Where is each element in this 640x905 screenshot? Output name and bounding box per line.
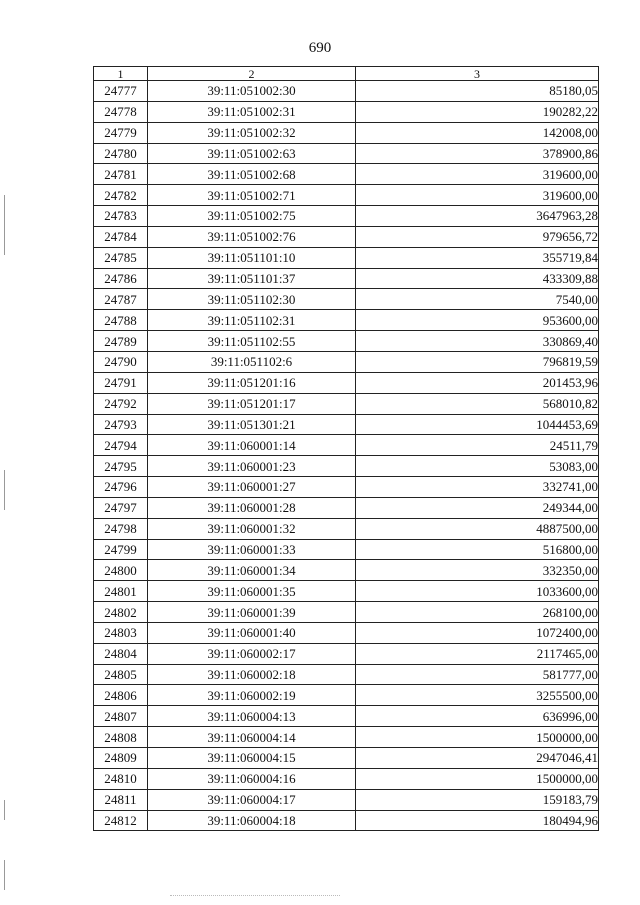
cadastral-number-cell: 39:11:060001:28 xyxy=(148,497,356,518)
cadastral-number-cell: 39:11:060001:40 xyxy=(148,622,356,643)
table-row xyxy=(94,435,599,456)
row-number-cell: 24777 xyxy=(94,81,148,102)
value-cell: 1033600,00 xyxy=(356,581,599,602)
row-number-cell: 24787 xyxy=(94,289,148,310)
value-cell: 433309,88 xyxy=(356,268,599,289)
row-number-cell: 24780 xyxy=(94,143,148,164)
row-number-cell: 24795 xyxy=(94,456,148,477)
row-number-cell: 24792 xyxy=(94,393,148,414)
cadastral-number-cell: 39:11:051002:30 xyxy=(148,81,356,102)
cadastral-number-cell: 39:11:051201:17 xyxy=(148,393,356,414)
value-cell: 142008,00 xyxy=(356,122,599,143)
value-cell: 1500000,00 xyxy=(356,727,599,748)
cadastral-number-cell: 39:11:051002:68 xyxy=(148,164,356,185)
table-row xyxy=(94,789,599,810)
row-number-cell: 24797 xyxy=(94,497,148,518)
table-row xyxy=(94,602,599,623)
table-row xyxy=(94,185,599,206)
table-row xyxy=(94,539,599,560)
cadastral-number-cell: 39:11:051002:63 xyxy=(148,143,356,164)
table-row xyxy=(94,581,599,602)
value-cell: 953600,00 xyxy=(356,310,599,331)
value-cell: 190282,22 xyxy=(356,101,599,122)
row-number-cell: 24794 xyxy=(94,435,148,456)
value-cell: 581777,00 xyxy=(356,664,599,685)
row-number-cell: 24779 xyxy=(94,122,148,143)
table-row xyxy=(94,560,599,581)
value-cell: 3255500,00 xyxy=(356,685,599,706)
cadastral-number-cell: 39:11:051102:31 xyxy=(148,310,356,331)
value-cell: 355719,84 xyxy=(356,247,599,268)
row-number-cell: 24784 xyxy=(94,226,148,247)
value-cell: 1044453,69 xyxy=(356,414,599,435)
table-row xyxy=(94,518,599,539)
row-number-cell: 24801 xyxy=(94,581,148,602)
table-row xyxy=(94,164,599,185)
value-cell: 378900,86 xyxy=(356,143,599,164)
row-number-cell: 24804 xyxy=(94,643,148,664)
cadastral-number-cell: 39:11:060001:23 xyxy=(148,456,356,477)
cadastral-number-cell: 39:11:051201:16 xyxy=(148,372,356,393)
cadastral-number-cell: 39:11:060004:15 xyxy=(148,748,356,769)
value-cell: 330869,40 xyxy=(356,331,599,352)
cadastral-number-cell: 39:11:051002:71 xyxy=(148,185,356,206)
table-row xyxy=(94,331,599,352)
table-row xyxy=(94,310,599,331)
row-number-cell: 24799 xyxy=(94,539,148,560)
row-number-cell: 24789 xyxy=(94,331,148,352)
table-header-row xyxy=(94,67,599,81)
cadastral-number-cell: 39:11:060004:17 xyxy=(148,789,356,810)
column-header: 1 xyxy=(94,67,148,81)
row-number-cell: 24783 xyxy=(94,206,148,227)
cadastral-value-table xyxy=(93,66,599,831)
cadastral-number-cell: 39:11:060001:34 xyxy=(148,560,356,581)
table-row xyxy=(94,247,599,268)
cadastral-number-cell: 39:11:051002:76 xyxy=(148,226,356,247)
table-row xyxy=(94,768,599,789)
row-number-cell: 24812 xyxy=(94,810,148,831)
row-number-cell: 24803 xyxy=(94,622,148,643)
table-row xyxy=(94,268,599,289)
row-number-cell: 24807 xyxy=(94,706,148,727)
table-row xyxy=(94,622,599,643)
value-cell: 201453,96 xyxy=(356,372,599,393)
table-row xyxy=(94,351,599,372)
value-cell: 7540,00 xyxy=(356,289,599,310)
value-cell: 2117465,00 xyxy=(356,643,599,664)
row-number-cell: 24810 xyxy=(94,768,148,789)
column-header: 3 xyxy=(356,67,599,81)
row-number-cell: 24791 xyxy=(94,372,148,393)
value-cell: 85180,05 xyxy=(356,81,599,102)
cadastral-number-cell: 39:11:060004:13 xyxy=(148,706,356,727)
row-number-cell: 24808 xyxy=(94,727,148,748)
value-cell: 319600,00 xyxy=(356,164,599,185)
cadastral-number-cell: 39:11:060001:32 xyxy=(148,518,356,539)
value-cell: 180494,96 xyxy=(356,810,599,831)
row-number-cell: 24778 xyxy=(94,101,148,122)
row-number-cell: 24793 xyxy=(94,414,148,435)
table-row xyxy=(94,477,599,498)
value-cell: 568010,82 xyxy=(356,393,599,414)
value-cell: 53083,00 xyxy=(356,456,599,477)
table-row xyxy=(94,289,599,310)
cadastral-number-cell: 39:11:060002:18 xyxy=(148,664,356,685)
table-row xyxy=(94,810,599,831)
cadastral-number-cell: 39:11:051101:10 xyxy=(148,247,356,268)
cadastral-number-cell: 39:11:051002:32 xyxy=(148,122,356,143)
column-header: 2 xyxy=(148,67,356,81)
row-number-cell: 24805 xyxy=(94,664,148,685)
value-cell: 2947046,41 xyxy=(356,748,599,769)
table-row xyxy=(94,122,599,143)
cadastral-number-cell: 39:11:060002:19 xyxy=(148,685,356,706)
cadastral-number-cell: 39:11:051301:21 xyxy=(148,414,356,435)
value-cell: 249344,00 xyxy=(356,497,599,518)
table-row xyxy=(94,226,599,247)
table-row xyxy=(94,643,599,664)
table-row xyxy=(94,685,599,706)
row-number-cell: 24802 xyxy=(94,602,148,623)
table-row xyxy=(94,101,599,122)
cadastral-number-cell: 39:11:051101:37 xyxy=(148,268,356,289)
value-cell: 3647963,28 xyxy=(356,206,599,227)
table-row xyxy=(94,81,599,102)
value-cell: 1072400,00 xyxy=(356,622,599,643)
row-number-cell: 24798 xyxy=(94,518,148,539)
cadastral-number-cell: 39:11:051002:31 xyxy=(148,101,356,122)
row-number-cell: 24781 xyxy=(94,164,148,185)
cadastral-number-cell: 39:11:060004:14 xyxy=(148,727,356,748)
table-row xyxy=(94,393,599,414)
row-number-cell: 24806 xyxy=(94,685,148,706)
value-cell: 332350,00 xyxy=(356,560,599,581)
table-body xyxy=(94,81,599,831)
cadastral-number-cell: 39:11:060001:27 xyxy=(148,477,356,498)
row-number-cell: 24800 xyxy=(94,560,148,581)
row-number-cell: 24811 xyxy=(94,789,148,810)
value-cell: 159183,79 xyxy=(356,789,599,810)
value-cell: 1500000,00 xyxy=(356,768,599,789)
cadastral-number-cell: 39:11:060004:16 xyxy=(148,768,356,789)
cadastral-number-cell: 39:11:051102:30 xyxy=(148,289,356,310)
row-number-cell: 24782 xyxy=(94,185,148,206)
table-row xyxy=(94,372,599,393)
table-row xyxy=(94,748,599,769)
row-number-cell: 24796 xyxy=(94,477,148,498)
page-number: 690 xyxy=(308,40,332,56)
value-cell: 796819,59 xyxy=(356,351,599,372)
cadastral-number-cell: 39:11:060002:17 xyxy=(148,643,356,664)
value-cell: 268100,00 xyxy=(356,602,599,623)
value-cell: 516800,00 xyxy=(356,539,599,560)
value-cell: 332741,00 xyxy=(356,477,599,498)
row-number-cell: 24785 xyxy=(94,247,148,268)
table-row xyxy=(94,414,599,435)
cadastral-number-cell: 39:11:051002:75 xyxy=(148,206,356,227)
cadastral-number-cell: 39:11:060001:14 xyxy=(148,435,356,456)
row-number-cell: 24788 xyxy=(94,310,148,331)
value-cell: 636996,00 xyxy=(356,706,599,727)
table-row xyxy=(94,206,599,227)
cadastral-number-cell: 39:11:051102:6 xyxy=(148,351,356,372)
value-cell: 24511,79 xyxy=(356,435,599,456)
row-number-cell: 24790 xyxy=(94,351,148,372)
cadastral-number-cell: 39:11:060001:33 xyxy=(148,539,356,560)
table-row xyxy=(94,706,599,727)
scan-artifact-line xyxy=(170,895,340,898)
cadastral-number-cell: 39:11:060001:35 xyxy=(148,581,356,602)
value-cell: 4887500,00 xyxy=(356,518,599,539)
table-row xyxy=(94,727,599,748)
table-row xyxy=(94,143,599,164)
cadastral-number-cell: 39:11:060001:39 xyxy=(148,602,356,623)
table-row xyxy=(94,664,599,685)
table-row xyxy=(94,497,599,518)
cadastral-number-cell: 39:11:060004:18 xyxy=(148,810,356,831)
value-cell: 319600,00 xyxy=(356,185,599,206)
cadastral-number-cell: 39:11:051102:55 xyxy=(148,331,356,352)
row-number-cell: 24809 xyxy=(94,748,148,769)
table-row xyxy=(94,456,599,477)
value-cell: 979656,72 xyxy=(356,226,599,247)
row-number-cell: 24786 xyxy=(94,268,148,289)
scan-margin-marks xyxy=(0,0,12,905)
